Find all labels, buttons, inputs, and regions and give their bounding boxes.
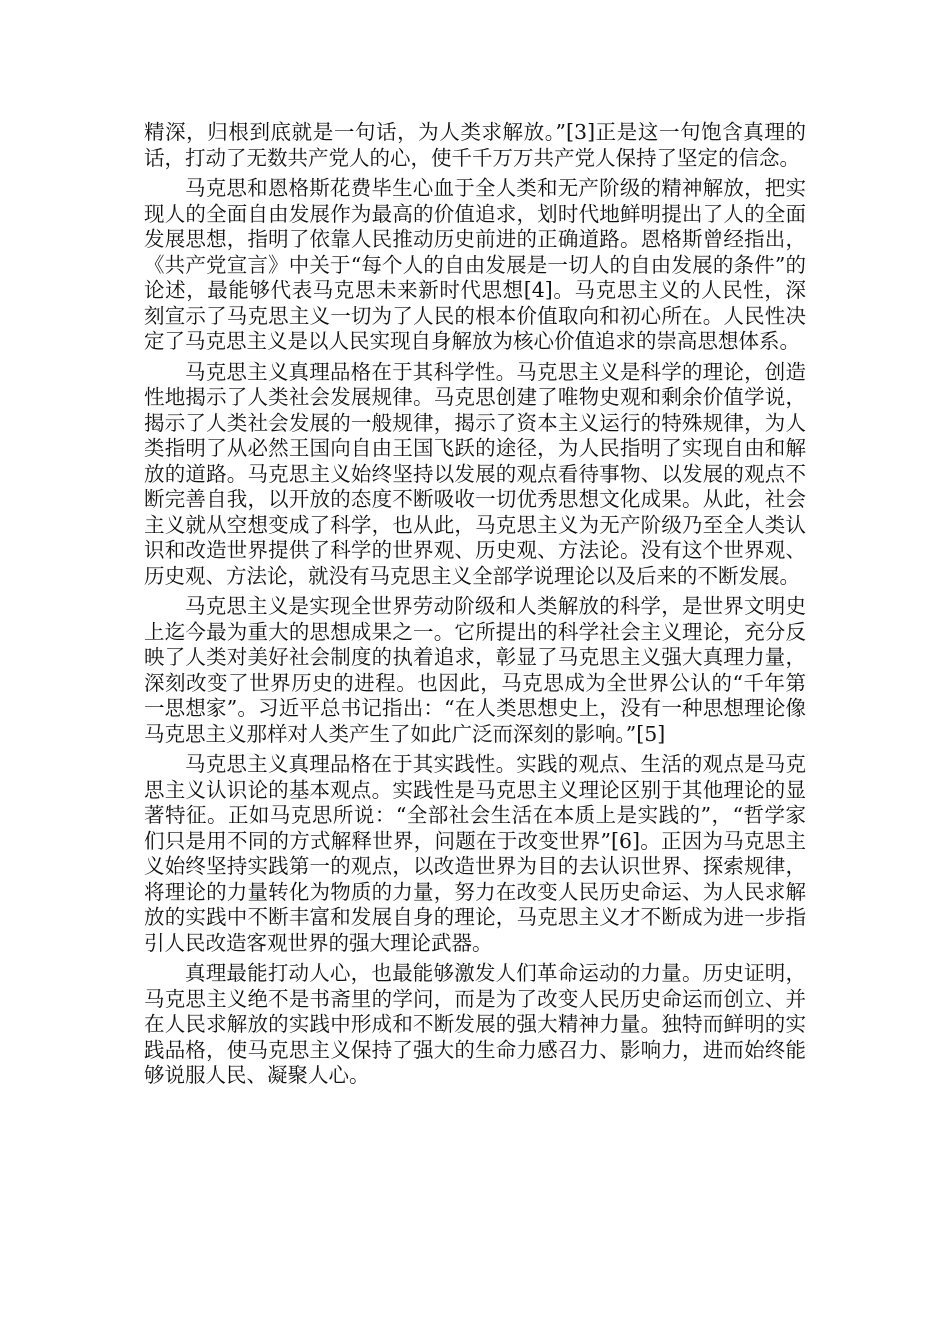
paragraph-practical-nature: 马克思主义真理品格在于其实践性。实践的观点、生活的观点是马克思主义认识论的基本观点。实践性是马克思主义理论区别于其他理论的显著特征。正如马克思所说：“全部社会生活在本质上是实践的”，“哲学家们只是用不同的方式解释世界，问题在于改变世界”[6]。正因为马克思主义始终坚持实践第一的观点，以改造世界为目的去认识世界、探索规律，将理论的力量转化为物质的力量，努力在改变人民历史命运、为人民求解放的实践中不断丰富和发展自身的理论，马克思主义才不断成为进一步指引人民改造客观世界的强大理论武器。 bbox=[144, 752, 806, 955]
paragraph-scientific-nature: 马克思主义真理品格在于其科学性。马克思主义是科学的理论，创造性地揭示了人类社会发展规律。马克思创建了唯物史观和剩余价值学说，揭示了人类社会发展的一般规律，揭示了资本主义运行的特殊规律，为人类指明了从必然王国向自由王国飞跃的途径，为人民指明了实现自由和解放的道路。马克思主义始终坚持以发展的观点看待事物、以发展的观点不断完善自我，以开放的态度不断吸收一切优秀思想文化成果。从此，社会主义就从空想变成了科学，也从此，马克思主义为无产阶级乃至全人类认识和改造世界提供了科学的世界观、历史观、方法论。没有这个世界观、历史观、方法论，就没有马克思主义全部学说理论以及后来的不断发展。 bbox=[144, 359, 806, 588]
paragraph-world-liberation: 马克思主义是实现全世界劳动阶级和人类解放的科学，是世界文明史上迄今最为重大的思想成果之一。它所提出的科学社会主义理论，充分反映了人类对美好社会制度的执着追求，彰显了马克思主义强大真理力量，深刻改变了世界历史的进程。也因此，马克思成为全世界公认的“千年第一思想家”。习近平总书记指出：“在人类思想史上，没有一种思想理论像马克思主义那样对人类产生了如此广泛而深刻的影响。”[5] bbox=[144, 594, 806, 746]
paragraph-continuation: 精深，归根到底就是一句话，为人类求解放。”[3]正是这一句饱含真理的话，打动了无数共产党人的心，使千千万万共产党人保持了坚定的信念。 bbox=[144, 120, 806, 170]
paragraph-people-nature: 马克思和恩格斯花费毕生心血于全人类和无产阶级的精神解放，把实现人的全面自由发展作为最高的价值追求，划时代地鲜明提出了人的全面发展思想，指明了依靠人民推动历史前进的正确道路。恩格斯曾经指出，《共产党宣言》中关于“每个人的自由发展是一切人的自由发展的条件”的论述，最能够代表马克思未来新时代思想[4]。马克思主义的人民性，深刻宣示了马克思主义一切为了人民的根本价值取向和初心所在。人民性决定了马克思主义是以人民实现自身解放为核心价值追求的崇高思想体系。 bbox=[144, 176, 806, 353]
paragraph-conclusion: 真理最能打动人心，也最能够激发人们革命运动的力量。历史证明，马克思主义绝不是书斋里的学问，而是为了改变人民历史命运而创立、并在人民求解放的实践中形成和不断发展的强大精神力量。独特而鲜明的实践品格，使马克思主义保持了强大的生命力感召力、影响力，进而始终能够说服人民、凝聚人心。 bbox=[144, 961, 806, 1087]
document-body bbox=[144, 120, 806, 1094]
